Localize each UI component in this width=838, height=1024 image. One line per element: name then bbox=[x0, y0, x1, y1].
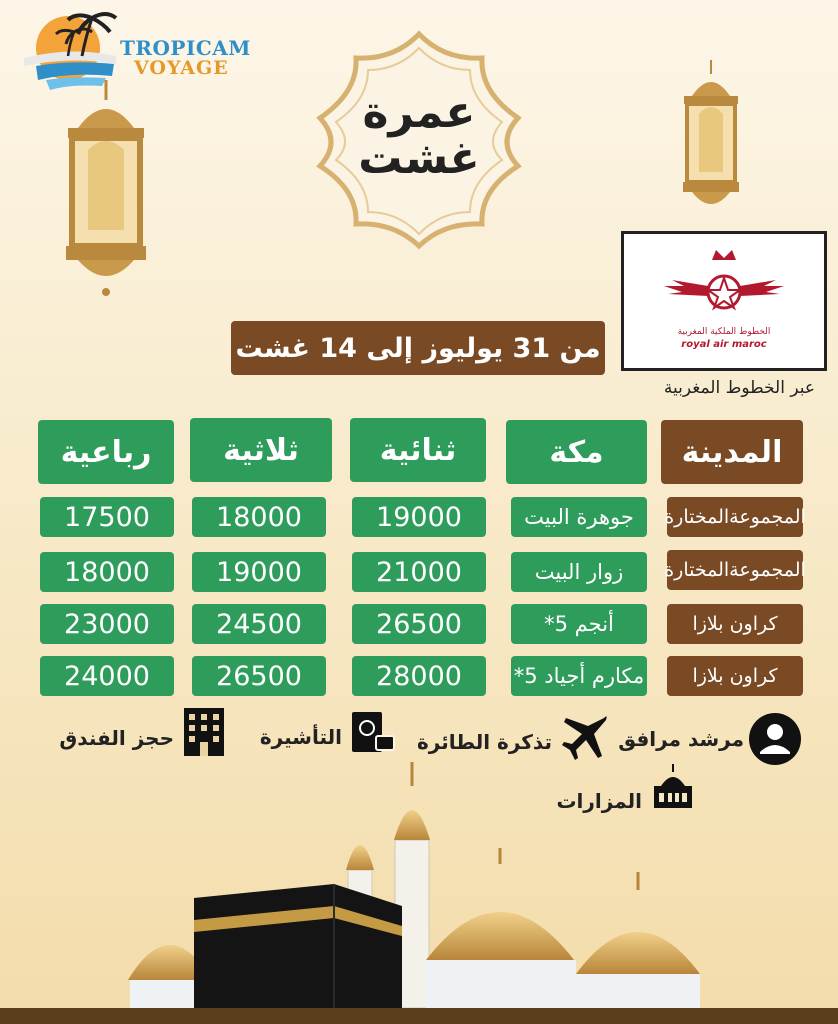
price-triple: 19000 bbox=[192, 552, 326, 592]
header-city: المدينة bbox=[661, 420, 803, 484]
service-visa: التأشيرة bbox=[259, 725, 342, 749]
price-quad: 18000 bbox=[40, 552, 174, 592]
row-hotel: مكارم أجياد 5* bbox=[511, 656, 647, 696]
service-flight: تذكرة الطائرة bbox=[416, 730, 552, 754]
row-hotel: أنجم 5* bbox=[511, 604, 647, 644]
price-double: 28000 bbox=[352, 656, 486, 696]
price-triple: 24500 bbox=[192, 604, 326, 644]
brand-name-line2: VOYAGE bbox=[134, 57, 229, 79]
price-triple: 18000 bbox=[192, 497, 326, 537]
airline-logo-box bbox=[621, 231, 827, 371]
airline-emblem-icon bbox=[624, 234, 824, 326]
airline-caption: عبر الخطوط المغربية bbox=[663, 378, 815, 398]
airplane-icon bbox=[560, 712, 610, 762]
service-hotel: حجز الفندق bbox=[59, 726, 174, 750]
passport-icon bbox=[348, 708, 398, 756]
building-icon bbox=[180, 706, 228, 758]
header-makkah: مكة bbox=[506, 420, 647, 484]
lantern-icon bbox=[58, 80, 154, 300]
row-city: كراون بلازا bbox=[667, 604, 803, 644]
price-quad: 17500 bbox=[40, 497, 174, 537]
header-double: ثنائية bbox=[350, 418, 486, 482]
price-quad: 24000 bbox=[40, 656, 174, 696]
service-guide: مرشد مرافق bbox=[618, 727, 744, 751]
price-double: 26500 bbox=[352, 604, 486, 644]
user-icon bbox=[748, 712, 802, 766]
title-line2: غشت bbox=[358, 133, 480, 185]
row-city: المجموعةالمختارة bbox=[667, 550, 803, 590]
mosque-kaaba-illustration bbox=[90, 760, 838, 1008]
price-quad: 23000 bbox=[40, 604, 174, 644]
brand-name-line1: TROPICAM bbox=[120, 36, 251, 60]
service-visits: المزارات bbox=[556, 789, 642, 813]
price-triple: 26500 bbox=[192, 656, 326, 696]
header-triple: ثلاثية bbox=[190, 418, 332, 482]
price-double: 19000 bbox=[352, 497, 486, 537]
lantern-icon bbox=[678, 60, 744, 220]
row-city: كراون بلازا bbox=[667, 656, 803, 696]
header-quad: رباعية bbox=[38, 420, 174, 484]
row-hotel: جوهرة البيت bbox=[511, 497, 647, 537]
airline-name-en: royal air maroc bbox=[681, 339, 767, 350]
footer-strip bbox=[0, 1008, 838, 1024]
row-city: المجموعةالمختارة bbox=[667, 497, 803, 537]
title-frame bbox=[314, 30, 524, 250]
price-double: 21000 bbox=[352, 552, 486, 592]
title-line1: عمرة bbox=[362, 87, 476, 138]
row-hotel: زوار البيت bbox=[511, 552, 647, 592]
airline-name-ar: الخطوط الملكية المغربية bbox=[677, 327, 771, 337]
date-range: من 31 يوليوز إلى 14 غشت bbox=[231, 321, 605, 375]
